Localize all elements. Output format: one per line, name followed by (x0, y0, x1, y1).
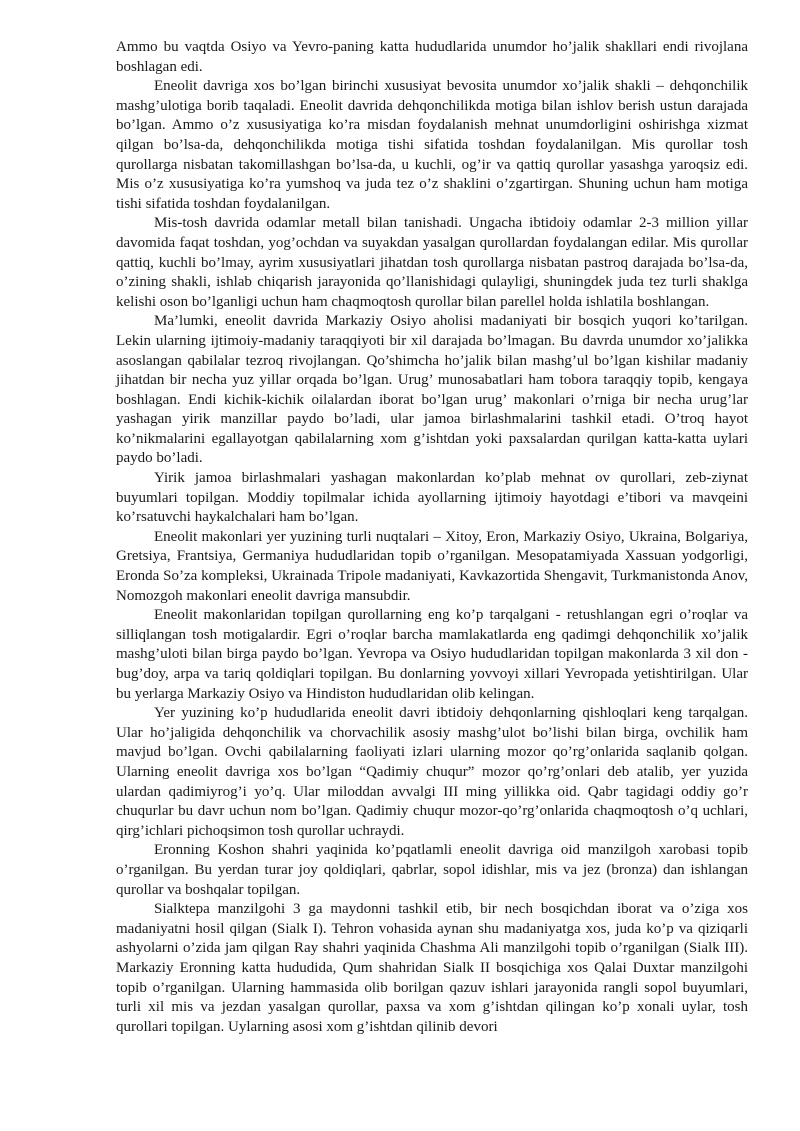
paragraph-1: Ammo bu vaqtda Osiyo va Yevro-paning katta hududlarida unumdor ho’jalik shakllari endi rivojlana boshlagan edi. (116, 39, 748, 75)
paragraph-3: Mis-tosh davrida odamlar metall bilan tanishadi. Ungacha ibtidoiy odamlar 2-3 million yillar davomida faqat toshdan, yog’ochdan va suyakdan yasalgan qurollardan foydalangan edilar. Mis qurollar qattiq, kuchli bo’lmay, ayrim xususiyatlari jihatdan tosh qurollarga nisbatan pastroq darajada bo’lsa-da, o’zining shakli, ishlab chiqarish jarayonida qo’llanishidagi qulayligi, shuningdek juda tez turli shaklga kelishi oson bo’lganligi uchun ham chaqmoqtosh qurollar bilan parellel holda ishlatila boshlangan. (116, 215, 748, 310)
paragraph-2: Eneolit davriga xos bo’lgan birinchi xususiyat bevosita unumdor xo’jalik shakli – dehqonchilik mashg’ulotiga borib taqaladi. Eneolit davrida dehqonchilikda motiga bilan ishlov berish ustun darajada bo’lgan. Ammo o’z xususiyatiga ko’ra misdan foydalanish mehnat unumdorligini oshirishga xizmat qilgan bo’lsa-da, dehqonchilikda motiga tishi sifatida toshdan foydalanilgan. Mis qurollar tosh qurollarga nisbatan takomillashgan bo’lsa-da, u kuchli, og’ir va qattiq qurollar yasashga yaroqsiz edi. Mis o’z xususiyatiga ko’ra yumshoq va juda tez o’z shaklini o’zgartirgan. Shuning uchun ham motiga tishi sifatida toshdan foydalanilgan. (116, 78, 748, 212)
paragraph-5: Yirik jamoa birlashmalari yashagan makonlardan ko’plab mehnat ov qurollari, zeb-ziynat buyumlari topilgan. Moddiy topilmalar ichida ayollarning ijtimoiy hayotdagi e’tibori va mavqeini ko’rsatuvchi haykalchalari ham bo’lgan. (116, 470, 748, 526)
paragraph-8: Yer yuzining ko’p hududlarida eneolit davri ibtidoiy dehqonlarning qishloqlari keng tarqalgan. Ular ho’jaligida dehqonchilik va chorvachilik asosiy mashg’ulot bo’lishi bilan birga, ovchilik ham mavjud bo’lgan. Ovchi qabilalarning faoliyati izlari ularning mozor qo’rg’onlarida saqlanib qolgan. Ularning eneolit davriga xos bo’lgan “Qadimiy chuqur” mozor qo’rg’onlari deb atalib, yer yuzida ulardan qadimiyrog’i yo’q. Ular miloddan avvalgi III ming yillikka oid. Qabr tagidagi oddiy go’r chuqurlar bu davr uchun nom bo’lgan. Qadimiy chuqur mozor-qo’rg’onlarida chaqmoqtosh o’q uchlari, qirg’ichlari pichoqsimon tosh qurollar uchraydi. (116, 705, 748, 839)
paragraph-7: Eneolit makonlaridan topilgan qurollarning eng ko’p tarqalgani - retushlangan egri o’roqlar va silliqlangan tosh motigalardir. Egri o’roqlar barcha mamlakatlarda eng qadimgi dehqonchilik xo’jalik mashg’uloti bilan birga paydo bo’lgan. Yevropa va Osiyo hududlaridan topilgan makonlarda 3 xil don - bug’doy, arpa va tariq qoldiqlari topilgan. Bu donlarning yovvoyi xillari Yevropada yetishtirilgan. Ular bu yerlarga Markaziy Osiyo va Hindiston hududlaridan olib kelingan. (116, 607, 748, 702)
paragraph-9: Eronning Koshon shahri yaqinida ko’pqatlamli eneolit davriga oid manzilgoh xarobasi topib o’rganilgan. Bu yerdan turar joy qoldiqlari, qabrlar, sopol idishlar, mis va jez (bronza) dan ishlangan qurollar va boshqalar topilgan. (116, 842, 748, 898)
document-page (116, 38, 748, 1037)
paragraph-6: Eneolit makonlari yer yuzining turli nuqtalari – Xitoy, Eron, Markaziy Osiyo, Ukraina, Bolgariya, Gretsiya, Frantsiya, Germaniya hududlaridan topib o’rganilgan. Mesopatamiyada Xassuan yodgorligi, Eronda So’za kompleksi, Ukrainada Tripole madaniyati, Kavkazortida Shengavit, Turkmanistonda Anov, Nomozgoh makonlari eneolit davriga mansubdir. (116, 528, 748, 604)
paragraph-10: Sialktepa manzilgohi 3 ga maydonni tashkil etib, bir nech bosqichdan iborat va o’ziga xos madaniyatni hosil qilgan (Sialk I). Tehron vohasida aynan shu madaniyatga xos, juda ko’p va qiziqarli ashyolarni o’zida jam qilgan Ray shahri yaqinida Chashma Ali manzilgohi topib o’rganilgan (Sialk III). Markaziy Eronning katta hududida, Qum shahridan Sialk II bosqichiga xos Qalai Duxtar manzilgohi topib o’rganilgan. Ularning hammasida olib borilgan qazuv ishlari jarayonida rangli sopol buyumlari, turli xil mis va jezdan yasalgan qurollar, paxsa va xom g’ishtdan qilingan ko’p xonali uylar, tosh qurollari topilgan. Uylarning asosi xom g’ishtdan qilinib devori (116, 901, 748, 1035)
paragraph-4: Ma’lumki, eneolit davrida Markaziy Osiyo aholisi madaniyati bir bosqich yuqori ko’tarilgan. Lekin ularning ijtimoiy-madaniy taraqqiyoti bir xil darajada bo’lmagan. Bu davrda unumdor xo’jalikka asoslangan qabilalar tezroq rivojlangan. Qo’shimcha ho’jalik bilan mashg’ul bo’lgan kishilar madaniy jihatdan bir necha yuz yillar orqada bo’lgan. Urug’ munosabatlari ham tobora taraqqiy topib, kengaya boshlagan. Endi kichik-kichik oilalardan iborat bo’lgan urug’ makonlari o’rniga bir necha urug’lar yashagan yirik manzillar paydo bo’ladi, ular jamoa birlashmalarini tashkil etadi. O’troq hayot ko’nikmalarini egallayotgan qabilalarning xom g’ishtdan yoki paxsalardan qurilgan katta-katta uylari paydo bo’ladi. (116, 313, 748, 467)
